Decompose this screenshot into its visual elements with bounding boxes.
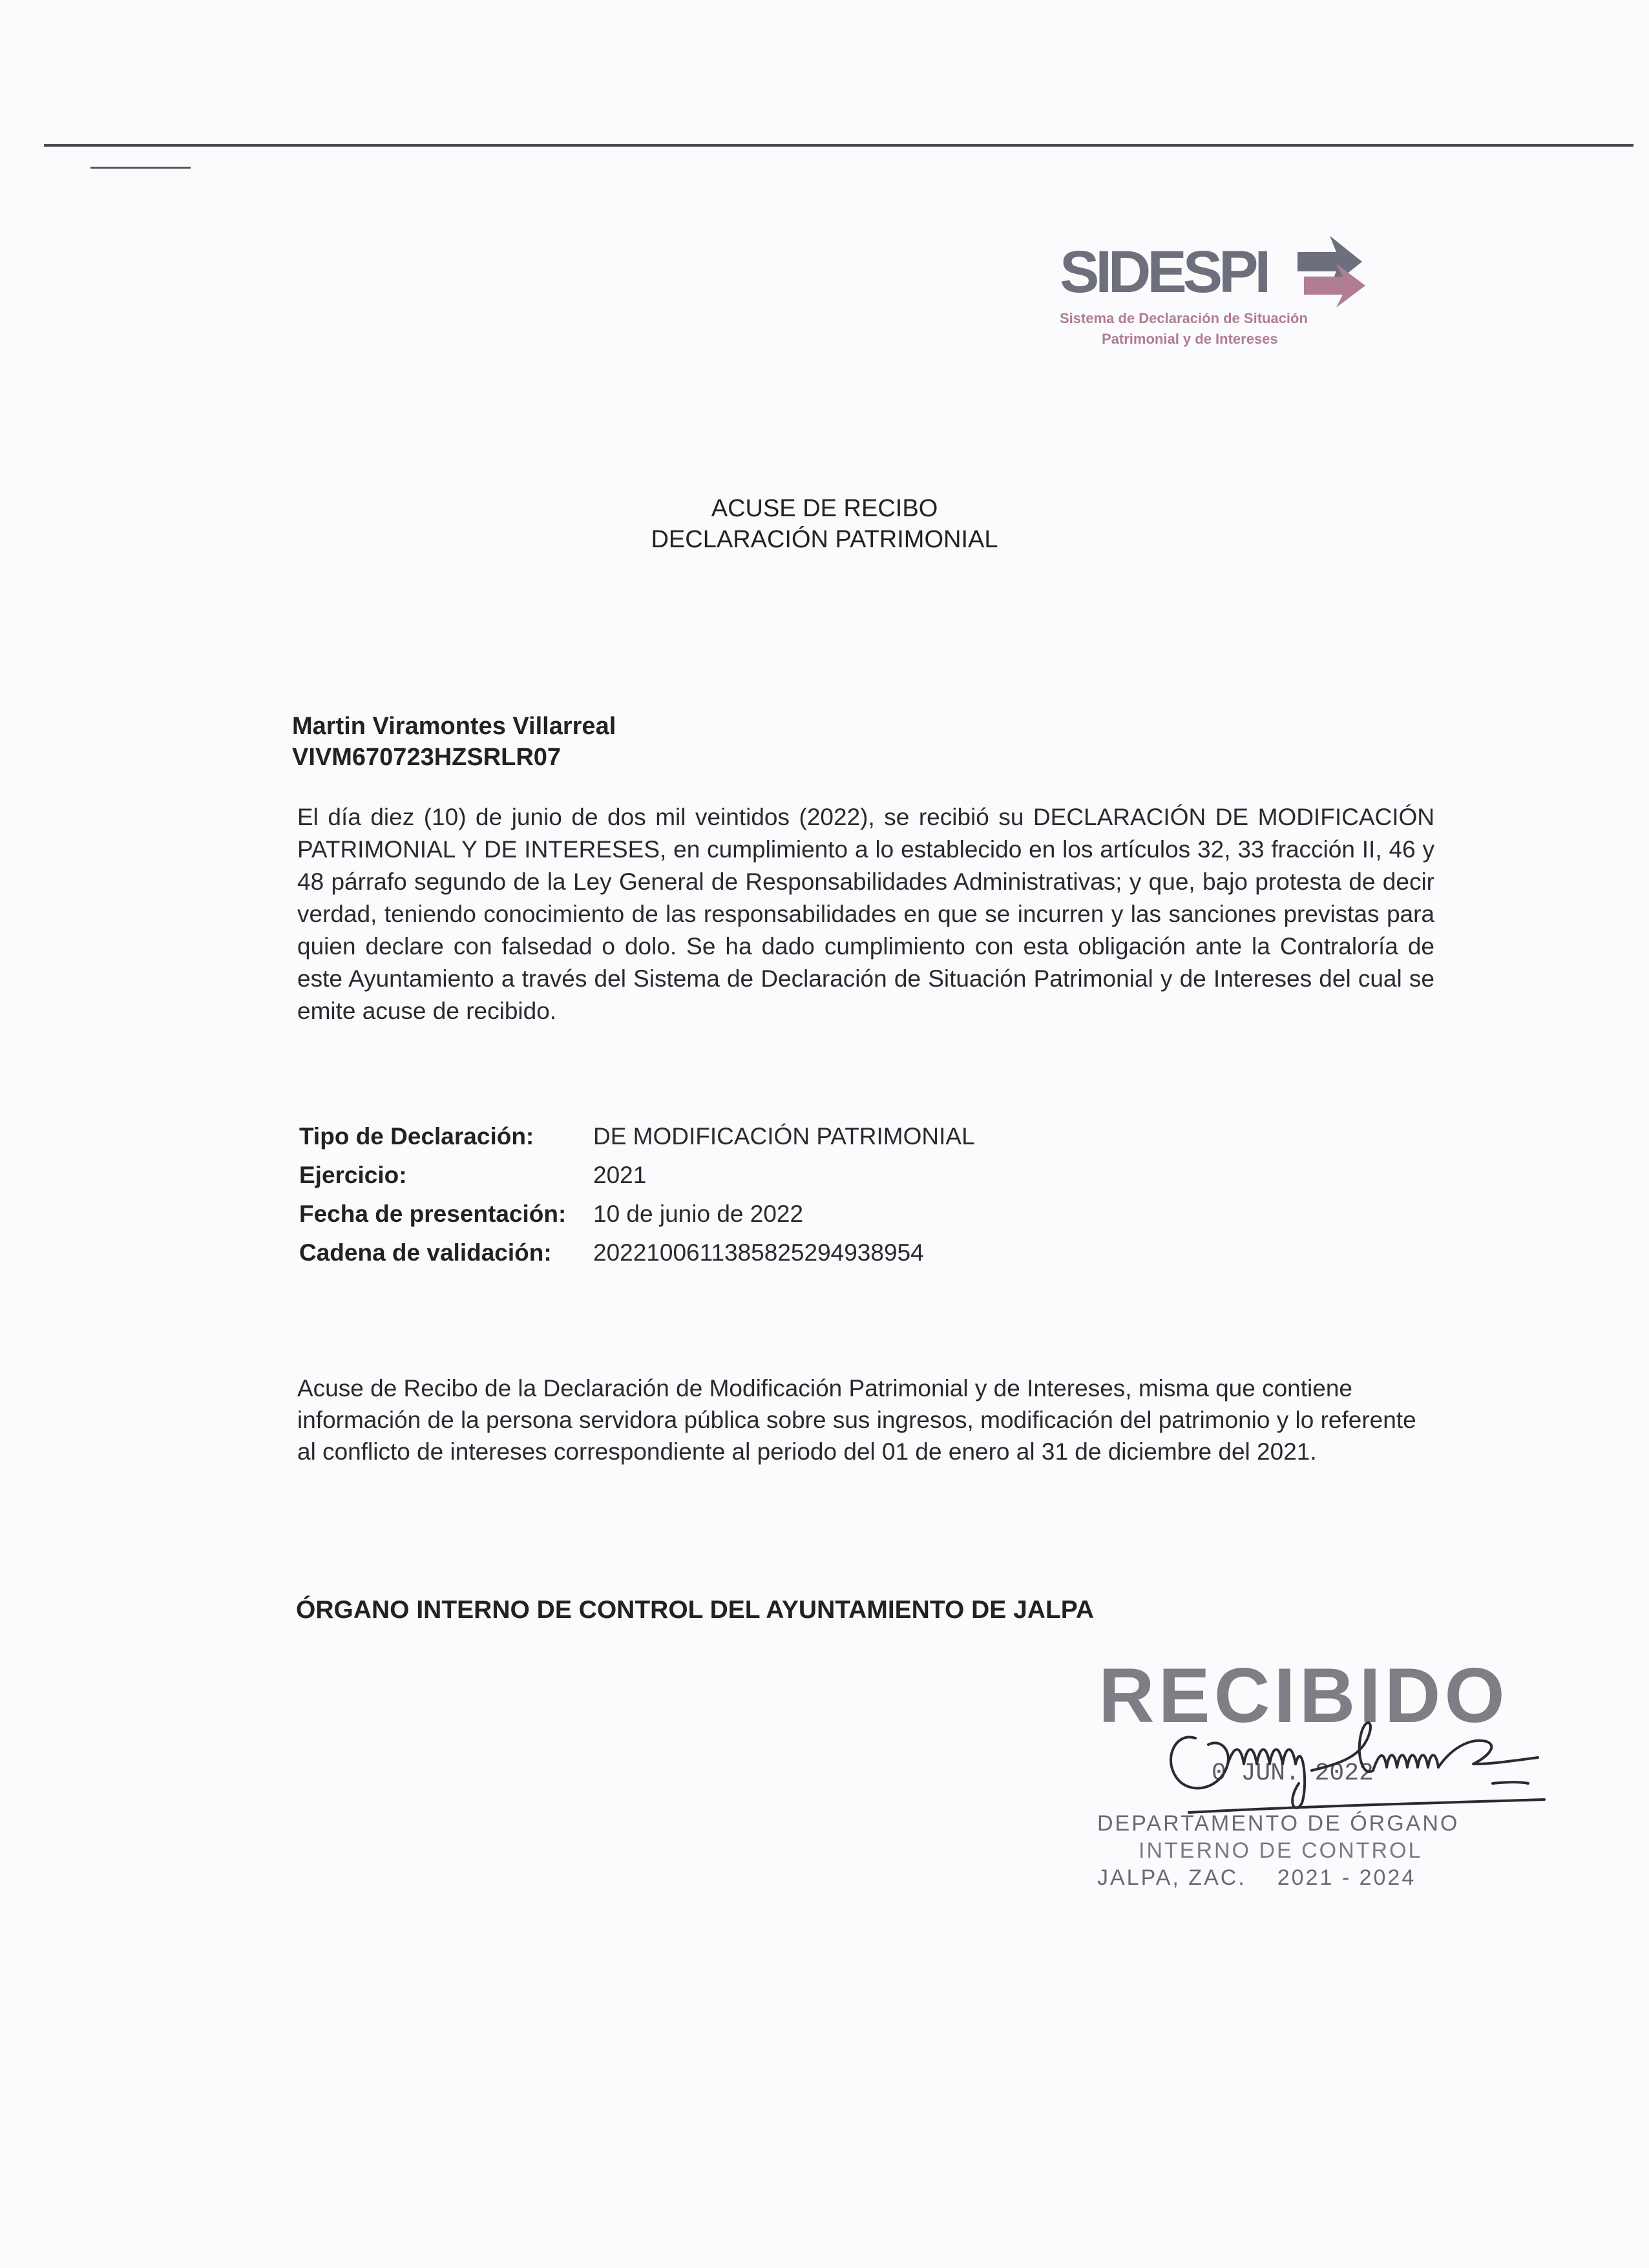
logo-subtitle-line2: Patrimonial y de Intereses [1102,331,1278,347]
stamp-line1: DEPARTAMENTO DE ÓRGANO [1097,1811,1460,1836]
detail-value: 2021 [593,1162,647,1188]
detail-value: 20221006113858252949389​54 [593,1239,924,1266]
closing-paragraph: Acuse de Recibo de la Declaración de Modificación Patrimonial y de Intereses, misma que contiene información de la persona servidora pública sobre sus ingresos, modificación del patrimonio y lo referente al conflicto de intereses correspondiente al periodo del 01 de enero al 31 de diciembre del 2021. [297,1375,1416,1465]
logo-wordmark: SIDESPI [1060,239,1268,305]
detail-row-validation [299,1239,975,1278]
document-subtitle: DECLARACIÓN PATRIMONIAL [651,526,998,553]
stamp-period: 2021 - 2024 [1277,1865,1416,1890]
stamp-city: JALPA, ZAC. [1097,1865,1246,1890]
stamp-date: 0 JUN. 2022 [1212,1759,1374,1787]
stamp-line3 [1097,1865,1416,1891]
sidespi-logo [1060,226,1383,355]
top-edge-rule [44,144,1633,147]
logo-subtitle-line1: Sistema de Declaración de Situación [1060,310,1308,326]
detail-value: DE MODIFICACIÓN PATRIMONIAL [593,1123,975,1150]
stamp-line2: INTERNO DE CONTROL [1139,1838,1423,1863]
declarant-rfc: VIVM670723HZSRLR07 [292,744,562,771]
corner-rule [90,167,191,169]
declarant-name: Martin Viramontes Villarreal [292,713,616,740]
detail-row-type [299,1123,975,1162]
detail-label: Cadena de validación: [299,1239,552,1266]
body-paragraph: El día diez (10) de junio de dos mil veintidos (2022), se recibió su DECLARACIÓN DE MODIFICACIÓN PATRIMONIAL Y DE INTERESES, en cumplimiento a lo establecido en los artículos 32, 33 fracción II, 46 y 48 párrafo segundo de la Ley General de Responsabilidades Administrativas; y que, bajo protesta de decir verdad, teniendo conocimiento de las responsabilidades en que se incurren y las sanciones previstas para quien declare con falsedad o dolo. Se ha dado cumplimiento con esta obligación ante la Contraloría de este Ayuntamiento a través del Sistema de Declaración de Situación Patrimonial y de Intereses del cual se emite acuse de recibido. [297,804,1434,1024]
detail-row-date [299,1201,975,1239]
detail-value: 10 de junio de 2022 [593,1201,804,1227]
detail-label: Fecha de presentación: [299,1201,567,1227]
document-title: ACUSE DE RECIBO [711,495,938,522]
stamp-title: RECIBIDO [1098,1652,1509,1739]
detail-row-exercise [299,1162,975,1201]
handwritten-signature [1150,1693,1551,1822]
declaration-details [299,1123,975,1278]
logo-arrow-icon [1291,226,1369,310]
detail-label: Tipo de Declaración: [299,1123,534,1150]
detail-label: Ejercicio: [299,1162,407,1188]
issuing-organ: ÓRGANO INTERNO DE CONTROL DEL AYUNTAMIENTO DE JALPA [296,1596,1095,1624]
